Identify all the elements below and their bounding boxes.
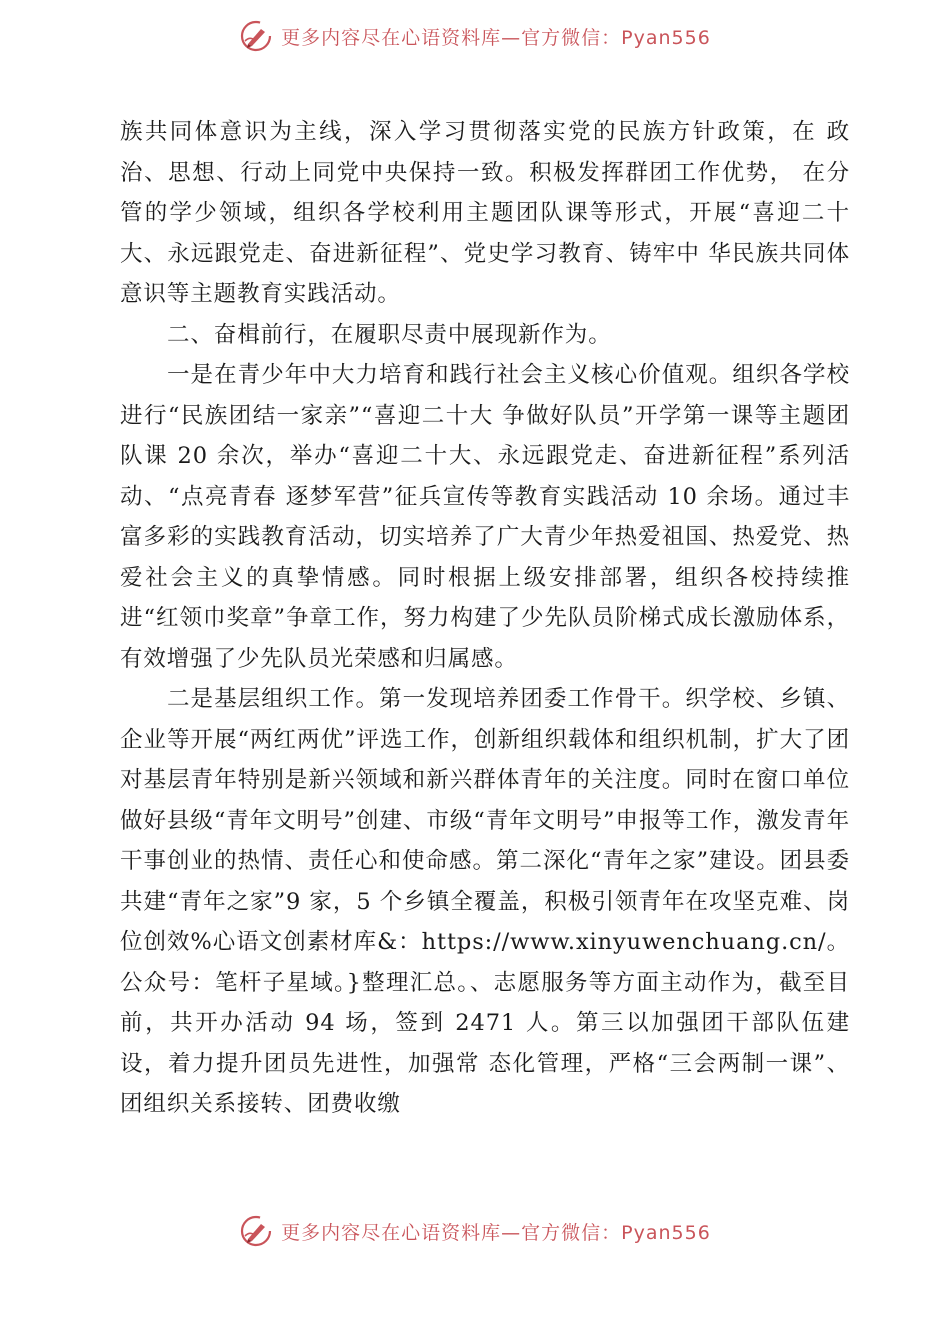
paragraph-3: 二是基层组织工作。第一发现培养团委工作骨干。织学校、乡镇、企业等开展“两红两优”评选工作，创新组织载体和组织机制，扩大了团对基层青年特别是新兴领域和新兴群体青年的关注度。同时在窗口单位做好县级“青年文明号”创建、市级“青年文明号”申报等工作，激发青年干事创业的热情、责任心和使命感。第二深化“青年之家”建设。团县委共建“青年之家”9 家，5 个乡镇全覆盖，积极引领青年在攻坚克难、岗位创效%心语文创素材库&：https://www.xinyuwenchuang.cn/。公众号：笔杆子星域。}整理汇总。、志愿服务等方面主动作为，截至目前，共开办活动 94 场，签到 2471 人。第三以加强团干部队伍建设，着力提升团员先进性，加强常 态化管理，严格“三会两制一课”、团组织关系接转、团费收缴 (120, 686, 850, 1117)
footer-watermark (0, 1211, 950, 1251)
paragraph-1: 族共同体意识为主线，深入学习贯彻落实党的民族方针政策，在 政治、思想、行动上同党中央保持一致。积极发挥群团工作优势， 在分管的学少领域，组织各学校利用主题团队课等形式，开展“喜迎二十大、永远跟党走、奋进新征程”、党史学习教育、铸牢中 华民族共同体意识等主题教育实践活动。 (120, 119, 850, 307)
header-watermark (0, 16, 950, 56)
paragraph-2: 一是在青少年中大力培育和践行社会主义核心价值观。组织各学校进行“民族团结一家亲”“喜迎二十大 争做好队员”开学第一课等主题团队课 20 余次，举办“喜迎二十大、永远跟党走、奋进新征程”系列活动、“点亮青春 逐梦军营”征兵宣传等教育实践活动 10 余场。通过丰富多彩的实践教育活动，切实培养了广大青少年热爱祖国、热爱党、热爱社会主义的真挚情感。同时根据上级安排部署，组织各校持续推进“红领巾奖章”争章工作，努力构建了少先队员阶梯式成长激励体系，有效增强了少先队员光荣感和归属感。 (120, 362, 850, 672)
watermark-text: 更多内容尽在心语资料库—官方微信：Pyan556 (281, 26, 711, 49)
pen-logo-icon (239, 1214, 273, 1248)
pen-logo-icon (239, 19, 273, 53)
watermark-text: 更多内容尽在心语资料库—官方微信：Pyan556 (281, 1221, 711, 1244)
document-body (120, 112, 850, 1125)
section-heading: 二、奋楫前行，在履职尽责中展现新作为。 (167, 321, 612, 348)
